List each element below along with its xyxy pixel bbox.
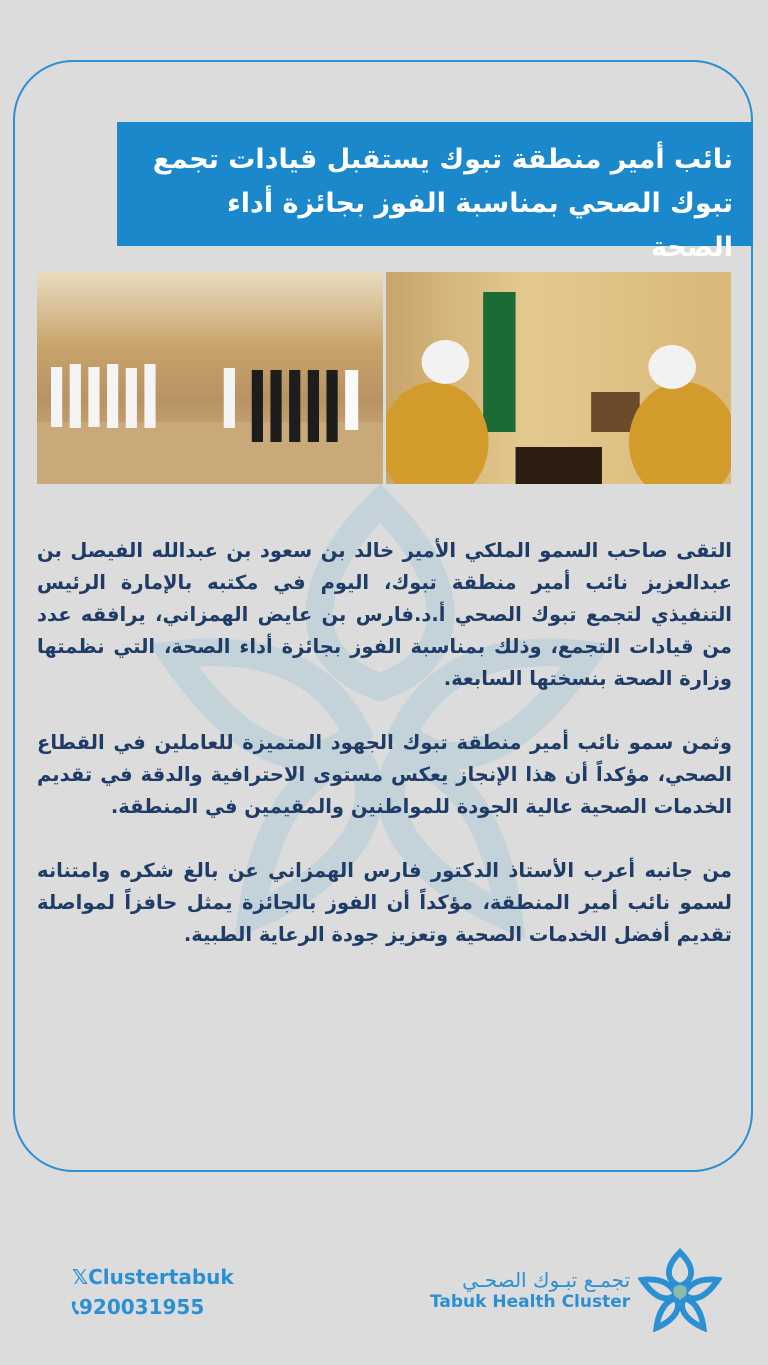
group-photo [37,272,383,484]
news-title: نائب أمير منطقة تبوك يستقبل قيادات تجمع تبوك الصحي بمناسبة الفوز بجائزة أداء الصحة [117,122,753,246]
x-handle-link[interactable]: 𝕏Clustertabuk [72,1265,234,1289]
photo-strip [37,272,731,484]
x-icon: 𝕏 [72,1265,89,1289]
phone-link[interactable]: 📞︎920031955 [72,1295,205,1319]
phone-icon: 📞︎ [72,1295,79,1319]
meeting-photo [386,272,732,484]
cluster-star-icon [638,1248,722,1332]
paragraph: التقى صاحب السمو الملكي الأمير خالد بن سعود بن عبدالله الفيصل بن عبدالعزيز نائب أمير منطقة تبوك، اليوم في مكتبه بالإمارة الرئيس التنفيذي لتجمع تبوك الصحي أ.د.فارس بن عايض الهمزاني، يرافقه عدد من قيادات التجمع، وذلك بمناسبة الفوز بجائزة أداء الصحة، التي نظمتها وزارة الصحة بنسختها السابعة. [37,539,732,690]
tabuk-health-cluster-logo: تجمـع تبـوك الصحـي Tabuk Health Cluster [430,1248,722,1332]
article-body [37,535,732,983]
paragraph: وثمن سمو نائب أمير منطقة تبوك الجهود المتميزة للعاملين في القطاع الصحي، مؤكداً أن هذا الإنجاز يعكس مستوى الاحترافية والدقة في تقديم الخدمات الصحية عالية الجودة للمواطنين والمقيمين في المنطقة. [37,731,732,818]
paragraph: من جانبه أعرب الأستاذ الدكتور فارس الهمزاني عن بالغ شكره وامتنانه لسمو نائب أمير المنطقة، مؤكداً أن الفوز بالجائزة يمثل حافزاً لمواصلة تقديم أفضل الخدمات الصحية وتعزيز جودة الرعاية الطبية. [37,859,732,946]
contact-info [72,1262,234,1322]
